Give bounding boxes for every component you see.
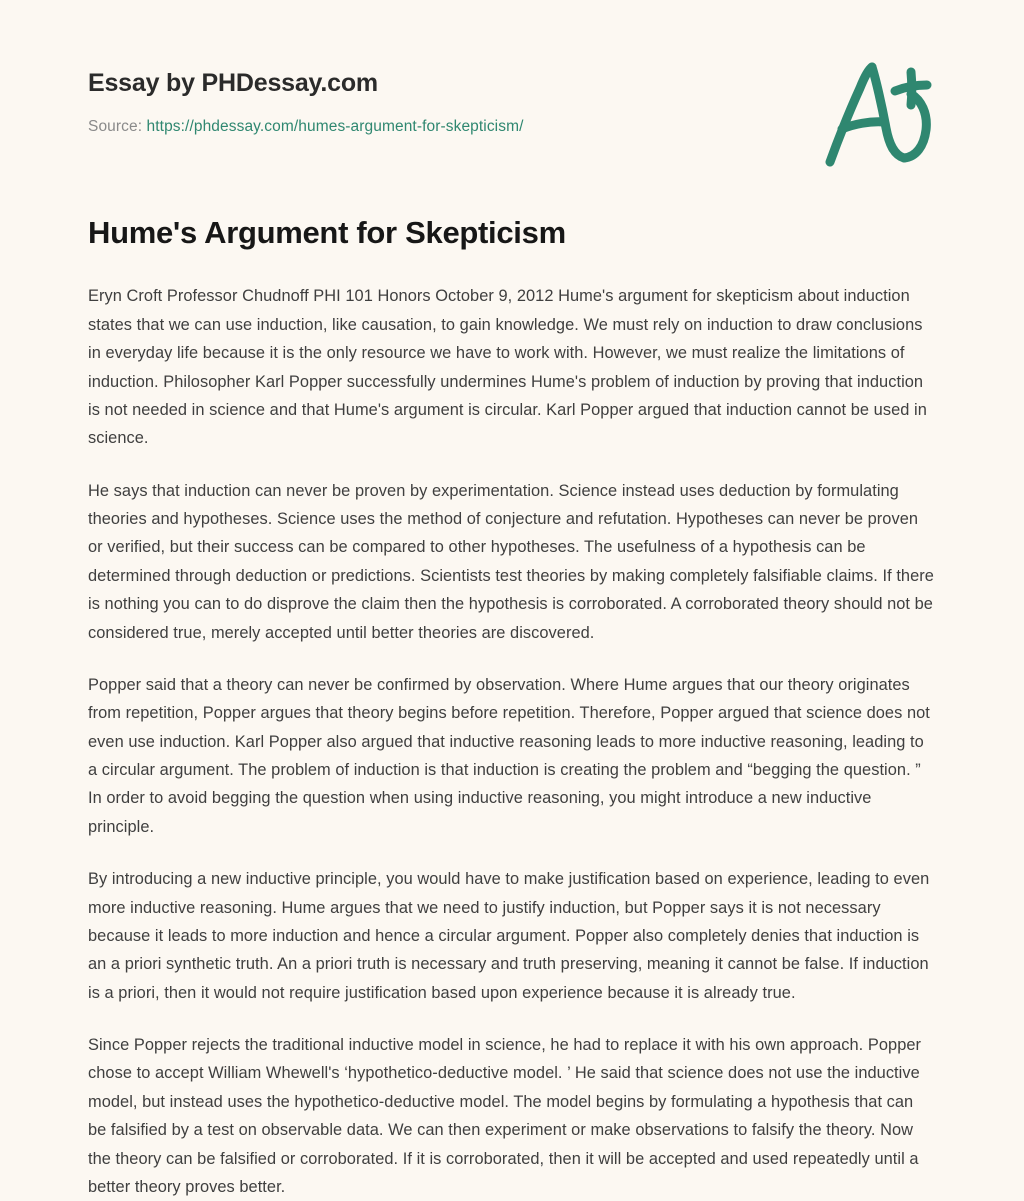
source-line	[88, 116, 936, 138]
essay-paragraph: Eryn Croft Professor Chudnoff PHI 101 Honors October 9, 2012 Hume's argument for skepticism about induction states that we can use induction, like causation, to gain knowledge. We must rely on induction to draw conclusions in everyday life because it is the only resource we have to work with. However, we must realize the limitations of induction. Philosopher Karl Popper successfully undermines Hume's problem of induction by proving that induction is not needed in science and that Hume's argument is circular. Karl Popper argued that induction cannot be used in science.	[88, 287, 927, 448]
source-label: Source:	[88, 118, 143, 135]
page-header	[88, 0, 936, 138]
source-url-link[interactable]: https://phdessay.com/humes-argument-for-skepticism/	[146, 118, 524, 135]
brand-title: Essay by PHDessay.com	[88, 69, 378, 97]
essay-paragraph: Popper said that a theory can never be confirmed by observation. Where Hume argues that our theory originates from repetition, Popper argues that theory begins before repetition. Therefore, Popper argued that science does not even use induction. Karl Popper also argued that inductive reasoning leads to more inductive reasoning, leading to a circular argument. The problem of induction is that induction is creating the problem and “begging the question. ” In order to avoid begging the question when using inductive reasoning, you might introduce a new inductive principle.	[88, 675, 930, 836]
essay-body	[88, 252, 936, 1201]
essay-paragraph: Since Popper rejects the traditional inductive model in science, he had to replace it with his own approach. Popper chose to accept William Whewell's ‘hypothetico-deductive model. ’ He said that science does not use the inductive model, but instead uses the hypothetico-deductive model. The model begins by formulating a hypothesis that can be falsified by a test on observable data. We can then experiment or make observations to falsify the theory. Now the theory can be falsified or corroborated. If it is corroborated, then it will be accepted and used repeatedly until a better theory proves better.	[88, 1036, 922, 1196]
essay-paragraph: By introducing a new inductive principle, you would have to make justification based on experience, leading to even more inductive reasoning. Hume argues that we need to justify induction, but Popper says it is not necessary because it leads to more induction and hence a circular argument. Popper also completely denies that induction is an a priori synthetic truth. An a priori truth is necessary and truth preserving, meaning it cannot be false. If induction is a priori, then it would not require justification based upon experience because it is already true.	[88, 870, 930, 1002]
essay-paragraph: He says that induction can never be proven by experimentation. Science instead uses deduction by formulating theories and hypotheses. Science uses the method of conjecture and refutation. Hypotheses can never be proven or verified, but their success can be compared to other hypotheses. The usefulness of a hypothesis can be determined through deduction or predictions. Scientists test theories by making completely falsifiable claims. If there is nothing you can to do disprove the claim then the hypothesis is corroborated. A corroborated theory should not be considered true, merely accepted until better theories are discovered.	[88, 481, 934, 642]
page-title: Hume's Argument for Skepticism	[88, 214, 566, 250]
